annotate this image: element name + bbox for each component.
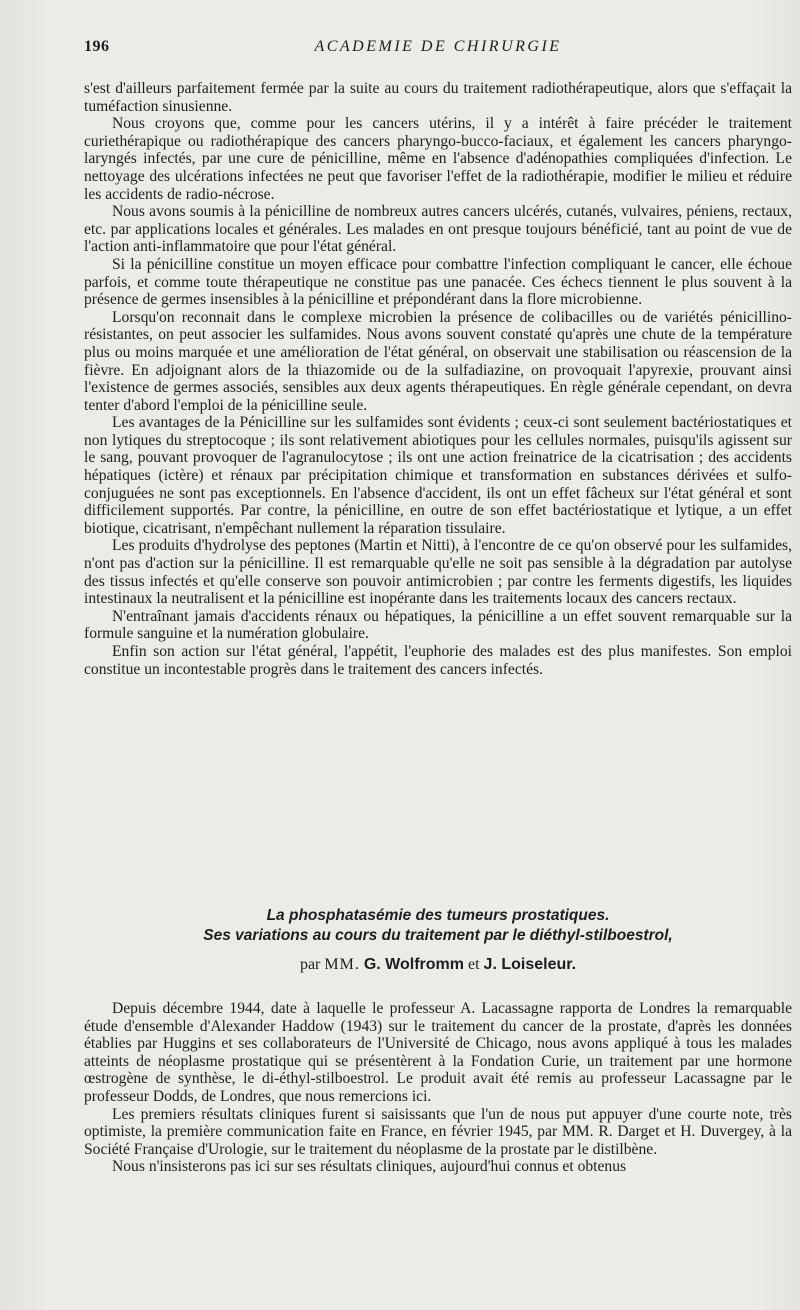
page-header [84, 38, 792, 60]
article-body-text [84, 1000, 792, 1176]
paragraph: Si la pénicilline constitue un moyen efficace pour combattre l'infection compliquant le cancer, elle échoue parfois, et comme toute thérapeutique ne constitue pas une panacée. Ces échecs tiennent le plus souvent à la présence de germes insensibles à la pénicilline et prépondérant dans la flore microbienne. [84, 255, 792, 309]
paragraph: s'est d'ailleurs parfaitement fermée par la suite au cours du traitement radiothérapeutique, alors que s'effaçait la tuméfaction sinusienne. [84, 80, 792, 115]
paragraph: Depuis décembre 1944, date à laquelle le professeur A. Lacassagne rapporta de Londres la remarquable étude d'ensemble d'Alexander Haddow (1943) sur le traitement du cancer de la prostate, d'après les données établies par Huggins et ses collaborateurs de l'Université de Chicago, nous avons appliqué à tous les malades atteints de néoplasme prostatique qui se présentèrent à la Fondation Curie, un traitement par une hormone œstrogène de synthèse, le di-éthyl-stilboestrol. Le produit avait été remis au professeur Lacassagne par le professeur Dodds, de Londres, que nous remercions ici. [84, 1000, 792, 1105]
author-name: G. Wolfromm [363, 956, 464, 973]
paragraph: Les produits d'hydrolyse des peptones (Martin et Nitti), à l'encontre de ce qu'on observé pour les sulfamides, n'ont pas d'action sur la pénicilline. Il est remarquable qu'elle ne soit pas sensible à la dégradation par autolyse des tissus infectés et qu'elle conserve son pouvoir antimicrobien ; par contre les ferments digestifs, les liquides intestinaux la neutralisent et la pénicilline est inopérante dans les traitements locaux des cancers rectaux. [84, 537, 792, 608]
article-title [84, 906, 792, 946]
paragraph: Nous n'insisterons pas ici sur ses résultats cliniques, aujourd'hui connus et obtenus [112, 1158, 627, 1176]
paragraph: Nous croyons que, comme pour les cancers utérins, il y a intérêt à faire précéder le traitement curiethérapique ou radiothérapique des cancers pharyngo-bucco-faciaux, et également les cancers pharyngo-laryngés infectés, par une cure de pénicilline, même en l'absence d'adénopathies compliquées d'infection. Le nettoyage des ulcérations infectées ne peut que favoriser l'effet de la radiothérapie, modifier le milieu et réduire les accidents de radio-nécrose. [84, 115, 792, 203]
paragraph: Les avantages de la Pénicilline sur les sulfamides sont évidents ; ceux-ci sont seulement bactériostatiques et non lytiques du streptocoque ; ils sont relativement abiotiques pour les cellules normales, puisqu'ils agissent sur le sang, pouvant provoquer de l'agranulocytose ; ils ont une action freinatrice de la cicatrisation ; des accidents hépatiques (ictère) et rénaux par précipitation chimique et transformation en substances dérivées et sulfo-conjuguées ne sont pas exceptionnels. En l'absence d'accident, ils ont un effet fâcheux sur l'état général et sont difficilement supportés. Par contre, la pénicilline, en outre de son effet bactériostatique et lytique, a un effet biotique, cicatrisant, n'empêchant nullement la réparation tissulaire. [84, 414, 792, 537]
article-title-line-2: Ses variations au cours du traitement par le diéthyl-stilboestrol, [203, 927, 673, 944]
author-name: J. Loiseleur. [483, 956, 577, 973]
page-number: 196 [84, 38, 110, 55]
paragraph: Nous avons soumis à la pénicilline de nombreux autres cancers ulcérés, cutanés, vulvaires, péniens, rectaux, etc. par applications locales et générales. Les malades en ont presque toujours bénéficié, tant au point de vue de l'action anti-inflammatoire que pour l'état général. [84, 203, 792, 256]
byline-and: et [468, 956, 480, 973]
paragraph: Enfin son action sur l'état général, l'appétit, l'euphorie des malades est des plus manifestes. Son emploi constitue un incontestable progrès dans le traitement des cancers infectés. [84, 643, 792, 678]
byline-lead: par [299, 956, 321, 973]
byline-honorific: MM. [324, 956, 360, 973]
paragraph: Lorsqu'on reconnait dans le complexe microbien la présence de colibacilles ou de variétés pénicillino-résistantes, on peut associer les sulfamides. Nous avons souvent constaté qu'après une chute de la température plus ou moins marquée et une amélioration de l'état général, on observait une stabilisation ou réascension de la fièvre. En adjoignant alors de la thiazomide ou de la sulfadiazine, on provoquait l'apyrexie, prouvant ainsi l'existence de germes associés, sensibles aux deux agents thérapeutiques. En règle générale cependant, on devra tenter d'abord l'emploi de la pénicilline seule. [84, 308, 792, 414]
paragraph: N'entraînant jamais d'accidents rénaux ou hépatiques, la pénicilline a un effet souvent remarquable sur la formule sanguine et la numération globulaire. [84, 607, 792, 643]
paragraph: Les premiers résultats cliniques furent si saisissants que l'un de nous put appuyer d'une courte note, très optimiste, la première communication faite en France, en février 1945, par MM. R. Darget et H. Duvergey, à la Société Française d'Urologie, sur le traitement du néoplasme de la prostate par le distilbène. [84, 1105, 792, 1158]
article-title-line-1: La phosphatasémie des tumeurs prostatiques. [266, 907, 610, 924]
body-text [84, 80, 792, 678]
article-byline [84, 956, 792, 974]
running-head: ACADEMIE DE CHIRURGIE [314, 38, 562, 55]
